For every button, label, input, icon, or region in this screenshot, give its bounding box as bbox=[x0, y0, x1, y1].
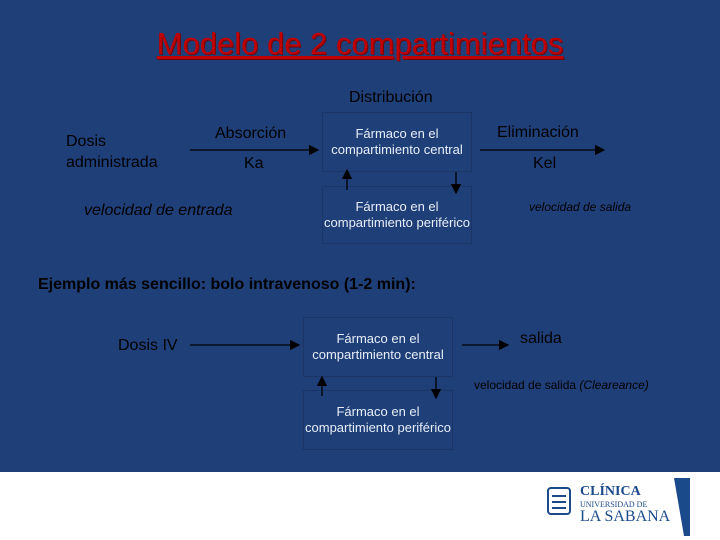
clearance-rate-prefix: velocidad de salida bbox=[474, 378, 580, 392]
central-compartment-box: Fármaco en el compartimiento central bbox=[322, 112, 472, 172]
kel-label: Kel bbox=[533, 155, 557, 172]
logo-line2: UNIVERSIDAD DE bbox=[580, 500, 648, 509]
exit-label: salida bbox=[520, 330, 562, 347]
iv-dose-label: Dosis IV bbox=[118, 337, 178, 354]
ka-label: Ka bbox=[244, 155, 264, 172]
slide-title: Modelo de 2 compartimientos bbox=[156, 26, 564, 61]
clearance-note: (Cleareance) bbox=[579, 378, 649, 392]
elimination-label: Eliminación bbox=[497, 124, 579, 141]
output-rate-label: velocidad de salida bbox=[529, 200, 632, 214]
example-heading: Ejemplo más sencillo: bolo intravenoso (1-2 min): bbox=[38, 276, 416, 293]
bottom-peripheral-compartment-box: Fármaco en el compartimiento periférico bbox=[303, 390, 453, 450]
dose-administered-label: Dosis administrada bbox=[66, 133, 158, 171]
distribution-label: Distribución bbox=[349, 89, 433, 106]
logo-line1: CLÍNICA bbox=[580, 484, 641, 499]
logo-line3: LA SABANA bbox=[580, 508, 671, 525]
input-rate-label: velocidad de entrada bbox=[84, 202, 233, 219]
bottom-central-compartment-box: Fármaco en el compartimiento central bbox=[303, 317, 453, 377]
peripheral-compartment-box: Fármaco en el compartimiento periférico bbox=[322, 186, 472, 244]
footer-bar bbox=[0, 472, 720, 540]
absorption-label: Absorción bbox=[215, 125, 287, 142]
